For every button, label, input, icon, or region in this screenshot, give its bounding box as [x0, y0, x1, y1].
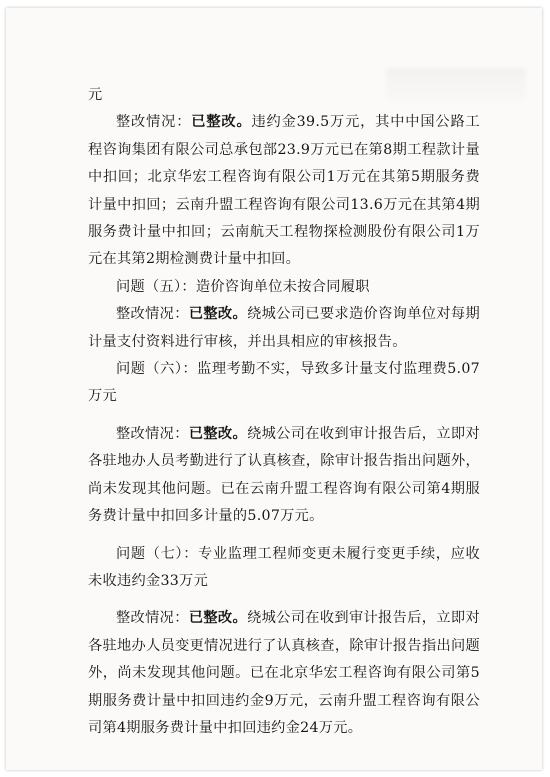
paragraph-text: 绕城公司在收到审计报告后，立即对各驻地办人员变更情况进行了认真核查，除审计报告指出问题外，尚未发现其他问题。已在北京华宏工程咨询有限公司第5期服务费计量中扣回违约金9万元，云南升盟工程咨询有限公司第4期服务费计量中扣回违约金24万元。: [88, 610, 480, 736]
paragraph-lead: 整改情况：: [116, 306, 189, 323]
issue-heading-6: [88, 356, 480, 411]
issue-title: 问题（五）：造价咨询单位未按合同履职: [116, 278, 370, 295]
issue-title: 问题（七）：专业监理工程师变更未履行变更手续，应收未收违约金33万元: [88, 545, 480, 589]
paragraph-text: 元: [88, 87, 103, 103]
document-body: [88, 82, 480, 742]
issue-heading-5: [88, 274, 480, 301]
document-page: [6, 8, 542, 770]
paragraph-text: 绕城公司已要求造价咨询单位对每期计量支付资料进行审核，并出具相应的审核报告。: [88, 306, 480, 350]
rectified-label: 已整改。: [188, 610, 248, 627]
paragraph-rectification-2: [88, 301, 480, 356]
paragraph-text: 违约金39.5万元，其中中国公路工程咨询集团有限公司总承包部23.9万元已在第8期工程款计量中扣回；北京华宏工程咨询有限公司1万元在其第5期服务费计量中扣回；云南升盟工程咨询有限公司13.6万元在其第4期服务费计量中扣回；云南航天工程物探检测股份有限公司1万元在其第2期检测费计量中扣回。: [88, 114, 480, 268]
paragraph-lead: 整改情况：: [116, 114, 192, 131]
paragraph-continuation: [88, 82, 480, 109]
paragraph-rectification-3: [88, 421, 480, 531]
issue-heading-7: [88, 541, 480, 596]
paragraph-text: 绕城公司在收到审计报告后，立即对各驻地办人员考勤进行了认真核查，除审计报告指出问题外，尚未发现其他问题。已在云南升盟工程咨询有限公司第4期服务费计量中扣回多计量的5.07万元。: [88, 425, 480, 525]
paragraph-rectification-1: [88, 109, 480, 273]
paragraph-lead: 整改情况：: [116, 610, 189, 627]
rectified-label: 已整改。: [188, 425, 248, 442]
paragraph-rectification-4: [88, 605, 480, 742]
rectified-label: 已整改。: [191, 114, 252, 131]
rectified-label: 已整改。: [188, 306, 248, 323]
issue-title: 问题（六）：监理考勤不实，导致多计量支付监理费5.07万元: [88, 361, 480, 405]
paragraph-lead: 整改情况：: [116, 425, 189, 442]
